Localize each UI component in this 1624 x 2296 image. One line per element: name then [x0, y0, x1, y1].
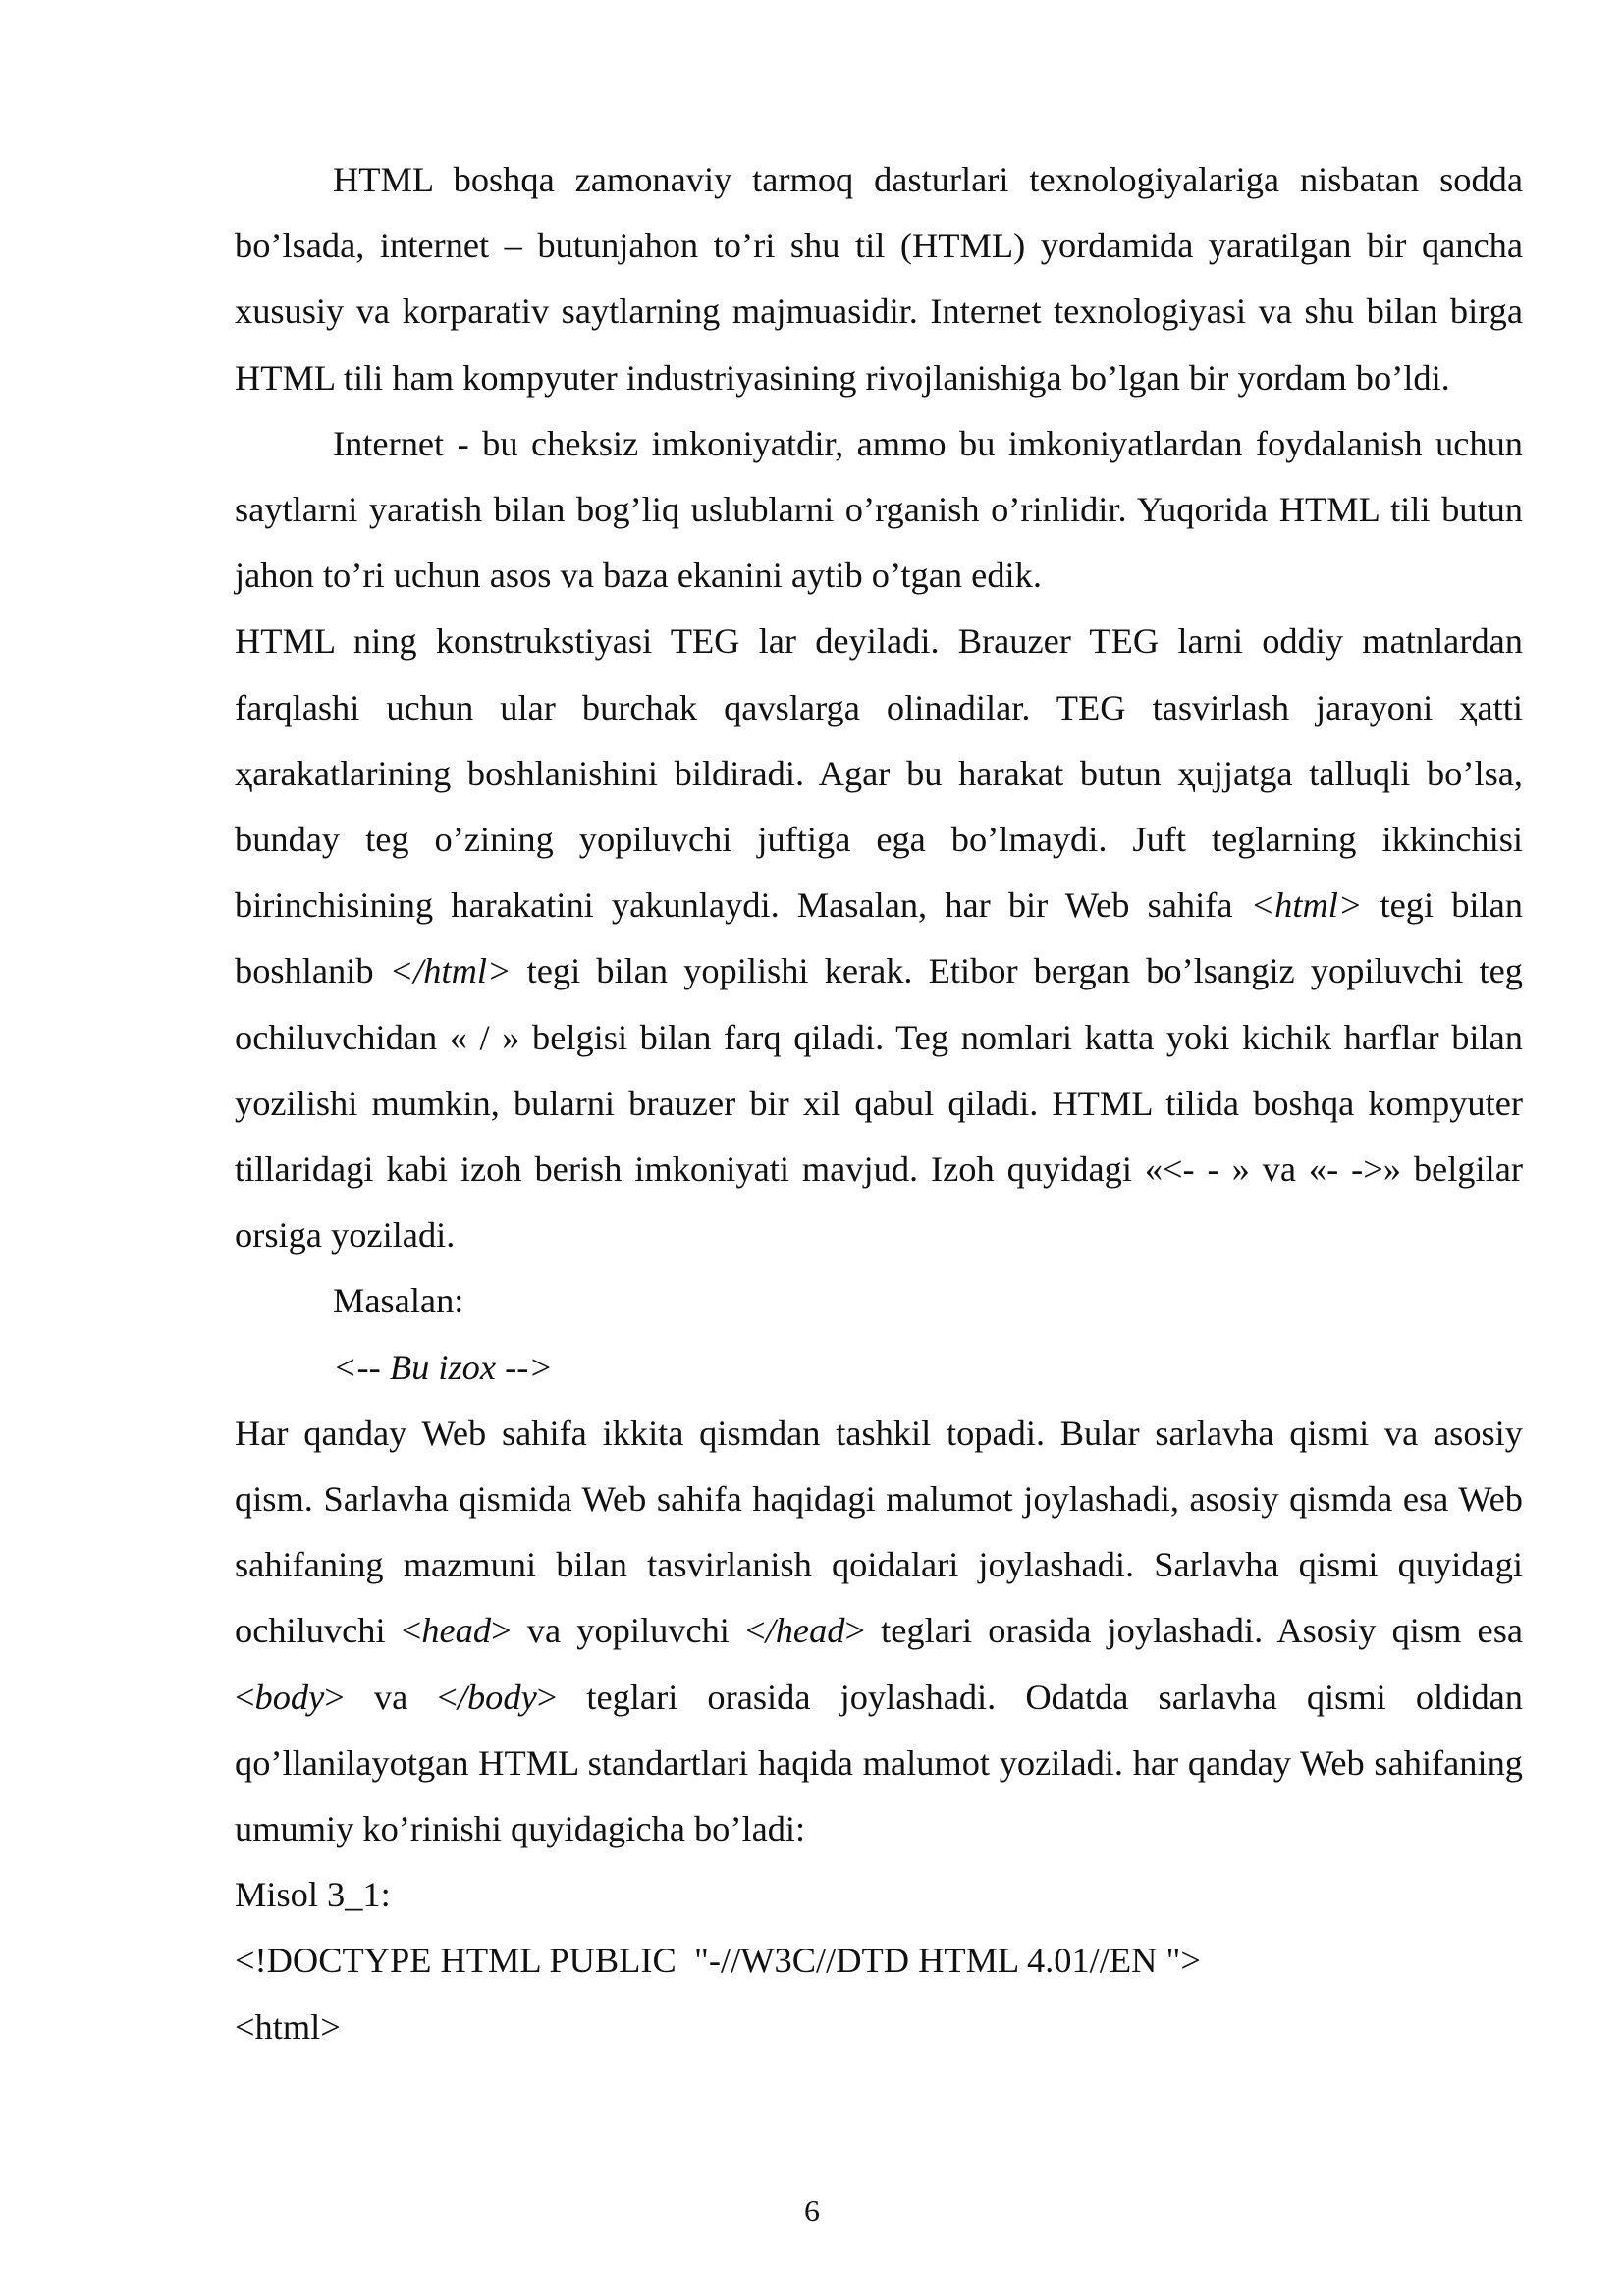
structure-text-2: > va yopiluvchi < [491, 1611, 766, 1651]
head-close-tag: /head [765, 1611, 845, 1651]
document-page [235, 147, 1523, 2060]
paragraph-html-intro: HTML boshqa zamonaviy tarmoq dasturlari texnologiyalariga nisbatan sodda bo’lsada, internet – butunjahon to’ri shu til (HTML) yordamida yaratilgan bir qancha xususiy va korparativ saytlarning majmuasidir. Internet texnologiyasi va shu bilan birga HTML tili ham kompyuter industriyasining rivojlanishiga bo’lgan bir yordam bo’ldi. [235, 160, 1523, 398]
example-label: Masalan: [333, 1281, 464, 1321]
html-line: <html> [235, 2006, 341, 2047]
paragraph-page-structure [235, 1401, 1523, 1862]
doctype-line: <!DOCTYPE HTML PUBLIC "-//W3C//DTD HTML 4.01//EN "> [235, 1941, 1201, 1981]
comment-example-text: <-- Bu izox --> [333, 1347, 553, 1387]
paragraph-internet: Internet - bu cheksiz imkoniyatdir, ammo bu imkoniyatlardan foydalanish uchun saytlarni yaratish bilan bog’liq uslublarni o’rganish o’rinlidir. Yuqorida HTML tili butun jahon to’ri uchun asos va baza ekanini aytib o’tgan edik. [235, 423, 1523, 596]
paragraph-tags-text-2: tegi bilan boshlanib [235, 885, 1523, 991]
html-close-tag: </html> [389, 951, 512, 991]
body-open-tag: body [254, 1677, 325, 1717]
structure-text-1: Har qanday Web sahifa ikkita qismdan tashkil topadi. Bular sarlavha qismi va asosiy qism. Sarlavha qismida Web sahifa haqidagi malumot joylashadi, asosiy qismda esa Web sahifaning mazmuni bilan tasvirlanish qoidalari joylashadi. Sarlavha qismi quyidagi ochiluvchi < [235, 1413, 1523, 1651]
paragraph-tags-text-1: HTML ning konstrukstiyasi TEG lar deyiladi. Brauzer TEG larni oddiy matnlardan farqlashi uchun ular burchak qavslarga olinadilar. TEG tasvirlash jarayoni ҳatti ҳarakatlarining boshlanishini bildiradi. Agar bu harakat butun ҳujjatga talluqli bo’lsa, bunday teg o’zining yopiluvchi juftiga ega bo’lmaydi. Juft teglarning ikkinchisi birinchisining harakatini yakunlaydi. Masalan, har bir Web sahifa [235, 621, 1523, 926]
head-open-tag: head [421, 1611, 492, 1651]
paragraph-tags [235, 609, 1523, 1268]
html-open-tag: <html> [1250, 885, 1363, 926]
structure-text-5: > teglari orasida joylashadi. Odatda sarlavha qismi oldidan qo’llanilayotgan HTML standartlari haqida malumot yoziladi. har qanday Web sahifaning umumiy ko’rinishi quyidagicha bo’ladi: [235, 1677, 1523, 1849]
paragraph-tags-text-3: tegi bilan yopilishi kerak. Etibor bergan bo’lsangiz yopiluvchi teg ochiluvchidan « / » belgisi bilan farq qiladi. Teg nomlari katta yoki kichik harflar bilan yozilishi mumkin, bularni brauzer bir xil qabul qiladi. HTML tilida boshqa kompyuter tillaridagi kabi izoh berish imkoniyati mavjud. Izoh quyidagi «<- - » va «- ->» belgilar orsiga yoziladi. [235, 951, 1524, 1255]
body-close-tag: /body [457, 1677, 537, 1717]
page-number: 6 [804, 2193, 820, 2228]
structure-text-4: > va < [324, 1677, 458, 1717]
misol-label: Misol 3_1: [235, 1875, 391, 1915]
structure-text-3: > teglari orasida joylashadi. Asosiy qism esa < [235, 1611, 1524, 1717]
comment-example [235, 1335, 1523, 1401]
